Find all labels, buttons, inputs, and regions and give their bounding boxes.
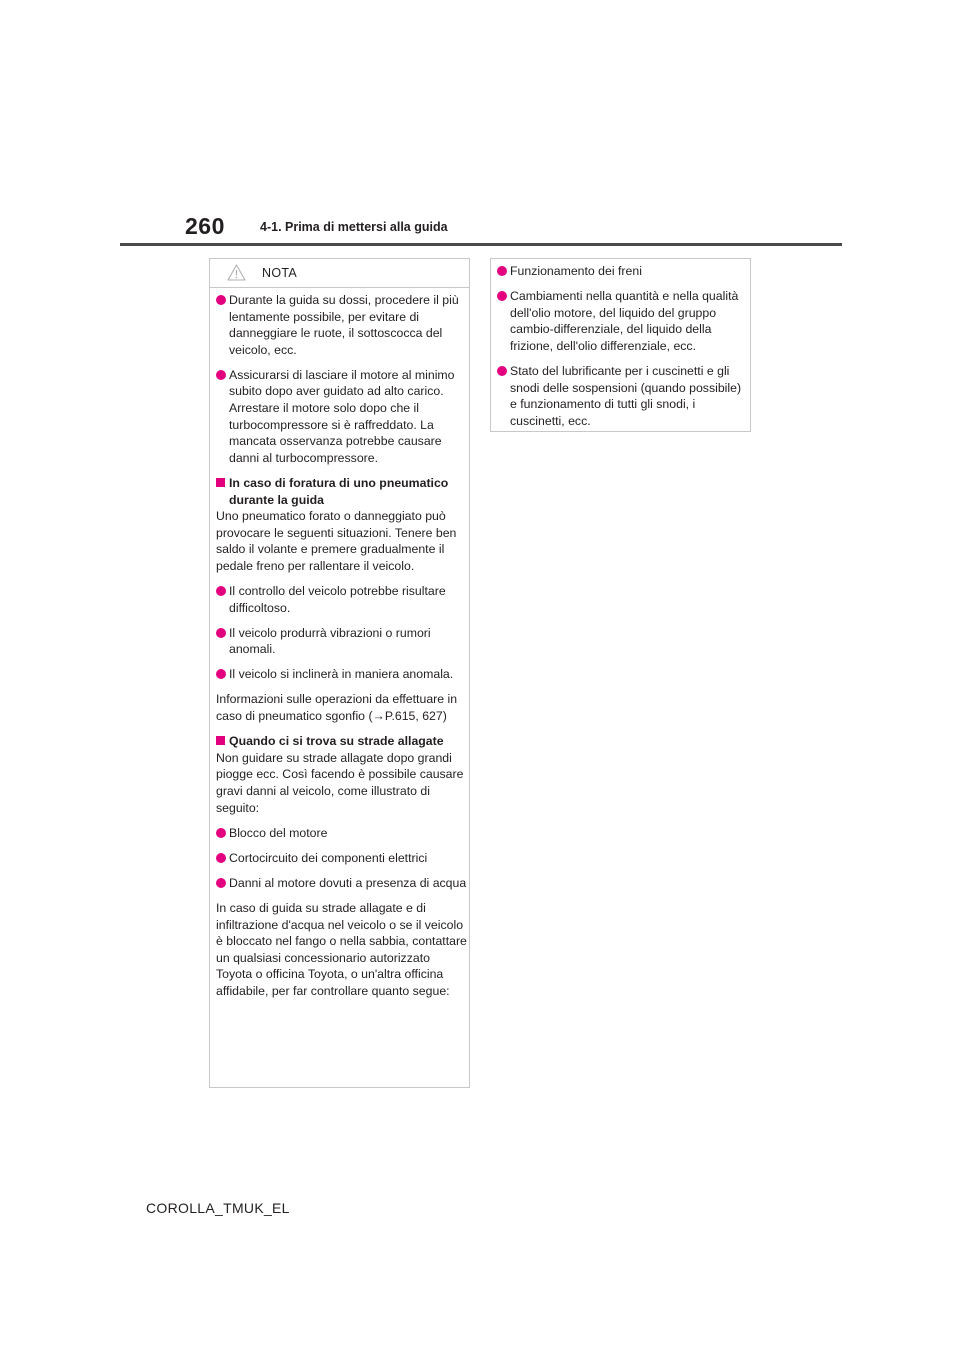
note-header (210, 259, 469, 288)
page-number: 260 (185, 213, 225, 239)
bullet-item: Il veicolo produrrà vibrazioni o rumori anomali. (216, 625, 468, 658)
note-box-continued (490, 258, 751, 432)
note-box (209, 258, 470, 1088)
bullet-item: Durante la guida su dossi, procedere il più lentamente possibile, per evitare di danneggiare le ruote, il sottoscocca del veicolo, ecc. (216, 292, 468, 358)
bullet-item: Stato del lubrificante per i cuscinetti e gli snodi delle sospensioni (quando possibile) e funzionamento di tutti gli snodi, i cuscinetti, ecc. (497, 363, 749, 429)
bullet-item: Funzionamento dei freni (497, 263, 749, 280)
subheading: Quando ci si trova su strade allagate (216, 733, 468, 750)
section-title: 4-1. Prima di mettersi alla guida (260, 220, 448, 234)
warning-triangle-icon (227, 264, 246, 281)
paragraph: Non guidare su strade allagate dopo grandi piogge ecc. Così facendo è possibile causare gravi danni al veicolo, come illustrato di seguito: (216, 750, 464, 815)
subheading: In caso di foratura di uno pneumatico durante la guida (216, 475, 468, 508)
header-rule (120, 243, 842, 246)
paragraph: In caso di guida su strade allagate e di infiltrazione d'acqua nel veicolo o se il veicolo è bloccato nel fango o nella sabbia, contattare un qualsiasi concessionario autorizzato Toyota o officina Toyota, o un'altra officina affidabile, per far controllare quanto segue: (216, 900, 467, 998)
bullet-item: Danni al motore dovuti a presenza di acqua (216, 875, 468, 892)
model-code: COROLLA_TMUK_EL (146, 1200, 290, 1216)
paragraph: Uno pneumatico forato o danneggiato può provocare le seguenti situazioni. Tenere ben saldo il volante e premere gradualmente il pedale freno per rallentare il veicolo. (216, 509, 457, 573)
bullet-item: Cambiamenti nella quantità e nella qualità dell'olio motore, del liquido del gruppo cambio-differenziale, del liquido della frizione, dell'olio differenziale, ecc. (497, 288, 749, 354)
note-content (216, 292, 468, 999)
note-content-continued (497, 263, 749, 429)
bullet-item: Il controllo del veicolo potrebbe risultare difficoltoso. (216, 583, 468, 616)
bullet-item: Assicurarsi di lasciare il motore al minimo subito dopo aver guidato ad alto carico. Arrestare il motore solo dopo che il turbocompressore si è raffreddato. La mancata osservanza potrebbe causare danni al turbocompressore. (216, 367, 468, 467)
paragraph: Informazioni sulle operazioni da effettuare in caso di pneumatico sgonfio (→P.615, 627) (216, 692, 458, 724)
bullet-item: Cortocircuito dei componenti elettrici (216, 850, 468, 867)
note-title: NOTA (262, 266, 297, 280)
bullet-item: Blocco del motore (216, 825, 468, 842)
bullet-item: Il veicolo si inclinerà in maniera anomala. (216, 666, 468, 683)
